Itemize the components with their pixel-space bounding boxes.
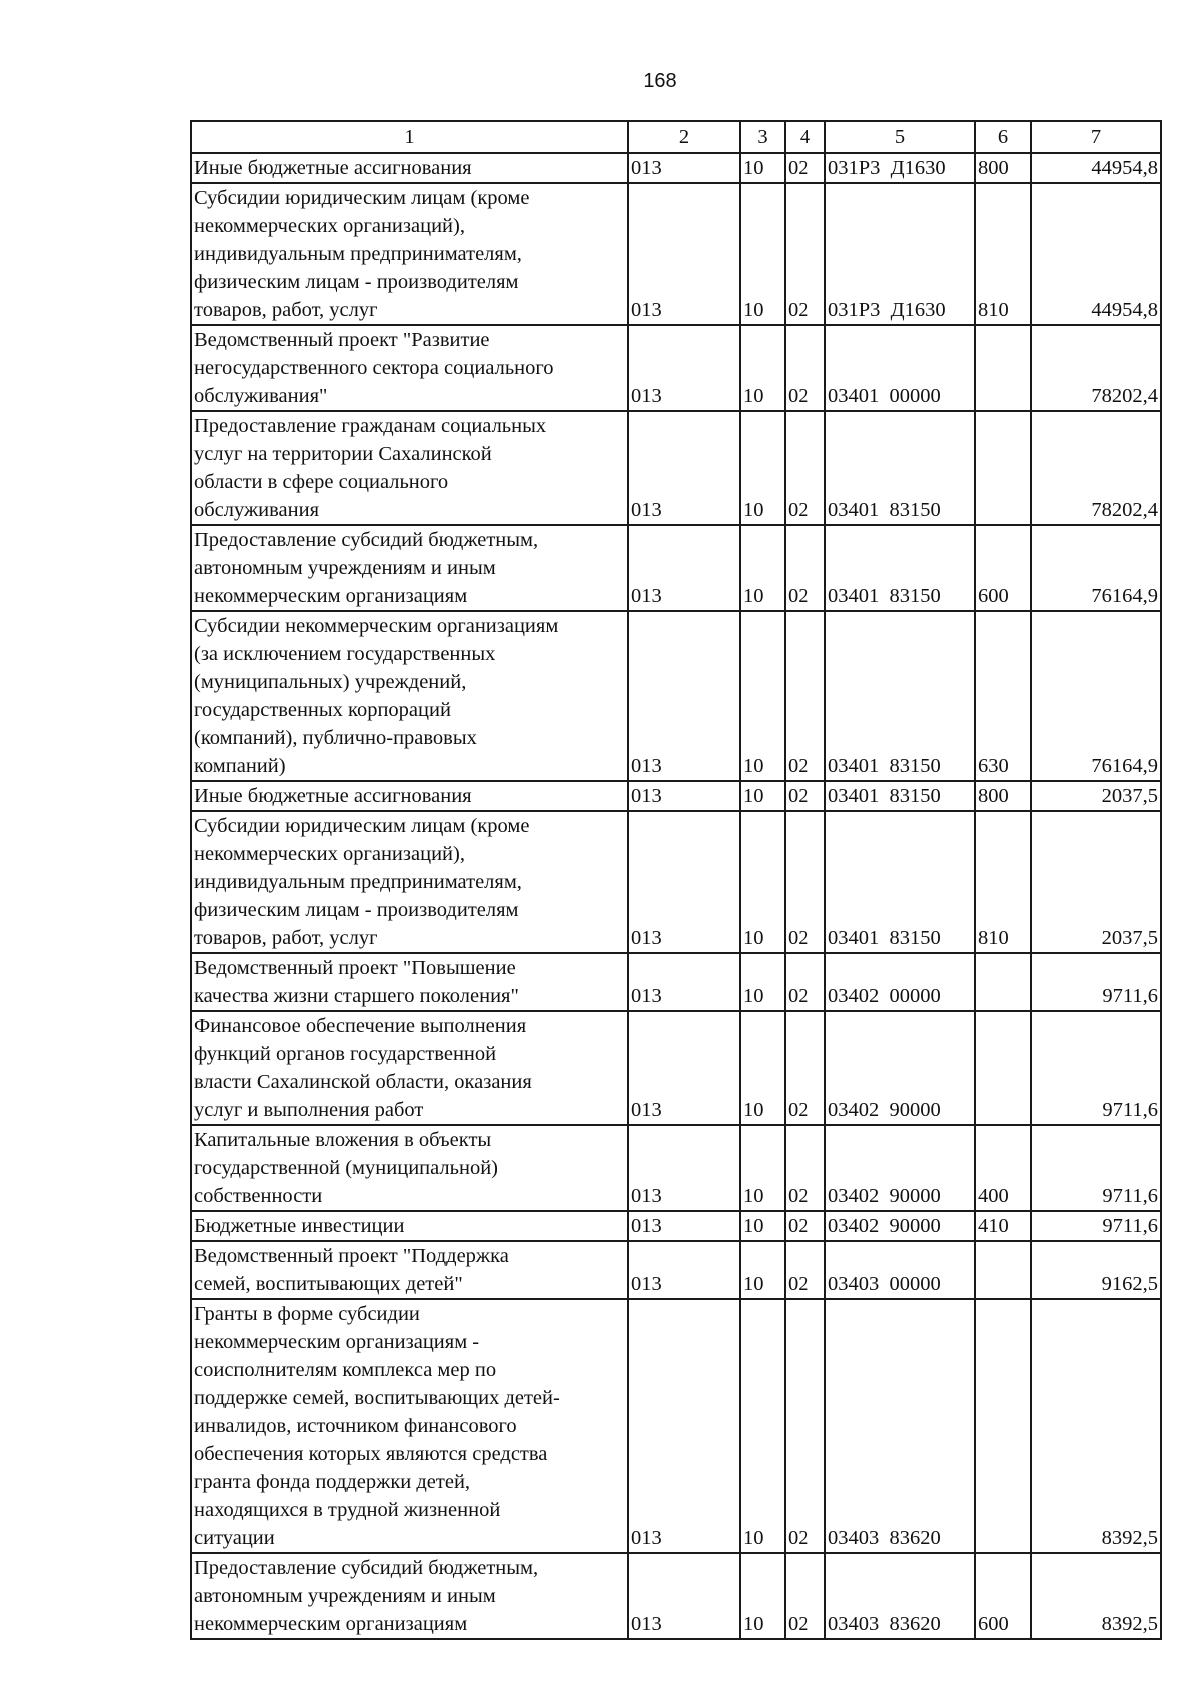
expense-type-cell bbox=[975, 1241, 1031, 1299]
target-article-cell: 03401 00000 bbox=[825, 325, 975, 411]
table-row bbox=[191, 183, 1161, 325]
amount-cell: 8392,5 bbox=[1031, 1299, 1161, 1553]
amount-cell: 76164,9 bbox=[1031, 525, 1161, 611]
section-code-cell: 10 bbox=[740, 1011, 785, 1125]
section-code-cell: 10 bbox=[740, 411, 785, 525]
subsection-code-cell: 02 bbox=[785, 1211, 825, 1241]
subsection-code-cell: 02 bbox=[785, 611, 825, 781]
row-name-cell: Субсидии некоммерческим организациям (за исключением государственных (муниципальных) учреждений, государственных корпораций (компаний), публично-правовых компаний) bbox=[191, 611, 628, 781]
ministry-code-cell: 013 bbox=[628, 811, 740, 953]
subsection-code-cell: 02 bbox=[785, 1011, 825, 1125]
target-article-cell: 03403 83620 bbox=[825, 1299, 975, 1553]
ministry-code-cell: 013 bbox=[628, 1299, 740, 1553]
expense-type-cell: 400 bbox=[975, 1125, 1031, 1211]
amount-cell: 2037,5 bbox=[1031, 811, 1161, 953]
expense-type-cell bbox=[975, 953, 1031, 1011]
table-row bbox=[191, 781, 1161, 811]
subsection-code-cell: 02 bbox=[785, 325, 825, 411]
section-code-cell: 10 bbox=[740, 1125, 785, 1211]
subsection-code-cell: 02 bbox=[785, 1553, 825, 1639]
target-article-cell: 03402 90000 bbox=[825, 1211, 975, 1241]
amount-cell: 78202,4 bbox=[1031, 325, 1161, 411]
expense-type-cell: 810 bbox=[975, 183, 1031, 325]
table-row bbox=[191, 325, 1161, 411]
row-name-cell: Ведомственный проект "Повышение качества жизни старшего поколения" bbox=[191, 953, 628, 1011]
section-code-cell: 10 bbox=[740, 811, 785, 953]
expense-type-cell bbox=[975, 1011, 1031, 1125]
table-row bbox=[191, 411, 1161, 525]
column-header: 2 bbox=[628, 121, 740, 153]
section-code-cell: 10 bbox=[740, 183, 785, 325]
table-row bbox=[191, 611, 1161, 781]
ministry-code-cell: 013 bbox=[628, 953, 740, 1011]
table-row bbox=[191, 1211, 1161, 1241]
target-article-cell: 03401 83150 bbox=[825, 611, 975, 781]
ministry-code-cell: 013 bbox=[628, 1125, 740, 1211]
column-header: 3 bbox=[740, 121, 785, 153]
amount-cell: 76164,9 bbox=[1031, 611, 1161, 781]
row-name-cell: Субсидии юридическим лицам (кроме некоммерческих организаций), индивидуальным предпринимателям, физическим лицам - производителям товаров, работ, услуг bbox=[191, 183, 628, 325]
amount-cell: 9711,6 bbox=[1031, 1011, 1161, 1125]
section-code-cell: 10 bbox=[740, 525, 785, 611]
row-name-cell: Предоставление субсидий бюджетным, автономным учреждениям и иным некоммерческим организациям bbox=[191, 1553, 628, 1639]
row-name-cell: Иные бюджетные ассигнования bbox=[191, 153, 628, 183]
subsection-code-cell: 02 bbox=[785, 411, 825, 525]
section-code-cell: 10 bbox=[740, 325, 785, 411]
subsection-code-cell: 02 bbox=[785, 1299, 825, 1553]
expense-type-cell bbox=[975, 411, 1031, 525]
ministry-code-cell: 013 bbox=[628, 153, 740, 183]
target-article-cell: 03403 83620 bbox=[825, 1553, 975, 1639]
row-name-cell: Финансовое обеспечение выполнения функций органов государственной власти Сахалинской области, оказания услуг и выполнения работ bbox=[191, 1011, 628, 1125]
expense-type-cell: 410 bbox=[975, 1211, 1031, 1241]
target-article-cell: 03403 00000 bbox=[825, 1241, 975, 1299]
amount-cell: 2037,5 bbox=[1031, 781, 1161, 811]
column-header: 6 bbox=[975, 121, 1031, 153]
subsection-code-cell: 02 bbox=[785, 525, 825, 611]
section-code-cell: 10 bbox=[740, 611, 785, 781]
row-name-cell: Предоставление гражданам социальных услуг на территории Сахалинской области в сфере социального обслуживания bbox=[191, 411, 628, 525]
budget-table bbox=[190, 120, 1162, 1640]
target-article-cell: 03402 90000 bbox=[825, 1011, 975, 1125]
subsection-code-cell: 02 bbox=[785, 811, 825, 953]
ministry-code-cell: 013 bbox=[628, 1553, 740, 1639]
expense-type-cell: 810 bbox=[975, 811, 1031, 953]
ministry-code-cell: 013 bbox=[628, 611, 740, 781]
expense-type-cell: 630 bbox=[975, 611, 1031, 781]
expense-type-cell: 600 bbox=[975, 1553, 1031, 1639]
subsection-code-cell: 02 bbox=[785, 1241, 825, 1299]
section-code-cell: 10 bbox=[740, 1553, 785, 1639]
expense-type-cell: 800 bbox=[975, 153, 1031, 183]
section-code-cell: 10 bbox=[740, 1211, 785, 1241]
target-article-cell: 03401 83150 bbox=[825, 411, 975, 525]
table-row bbox=[191, 1299, 1161, 1553]
row-name-cell: Субсидии юридическим лицам (кроме некоммерческих организаций), индивидуальным предпринимателям, физическим лицам - производителям товаров, работ, услуг bbox=[191, 811, 628, 953]
ministry-code-cell: 013 bbox=[628, 1211, 740, 1241]
section-code-cell: 10 bbox=[740, 781, 785, 811]
target-article-cell: 03401 83150 bbox=[825, 781, 975, 811]
target-article-cell: 03402 90000 bbox=[825, 1125, 975, 1211]
table-row bbox=[191, 1241, 1161, 1299]
target-article-cell: 031Р3 Д1630 bbox=[825, 153, 975, 183]
amount-cell: 9711,6 bbox=[1031, 953, 1161, 1011]
page-number: 168 bbox=[643, 70, 677, 92]
ministry-code-cell: 013 bbox=[628, 325, 740, 411]
expense-type-cell: 800 bbox=[975, 781, 1031, 811]
row-name-cell: Ведомственный проект "Поддержка семей, воспитывающих детей" bbox=[191, 1241, 628, 1299]
section-code-cell: 10 bbox=[740, 953, 785, 1011]
table-row bbox=[191, 1125, 1161, 1211]
expense-type-cell bbox=[975, 1299, 1031, 1553]
row-name-cell: Иные бюджетные ассигнования bbox=[191, 781, 628, 811]
section-code-cell: 10 bbox=[740, 1299, 785, 1553]
table-row bbox=[191, 153, 1161, 183]
column-header: 7 bbox=[1031, 121, 1161, 153]
target-article-cell: 03402 00000 bbox=[825, 953, 975, 1011]
column-header: 4 bbox=[785, 121, 825, 153]
column-header: 1 bbox=[191, 121, 628, 153]
subsection-code-cell: 02 bbox=[785, 1125, 825, 1211]
row-name-cell: Бюджетные инвестиции bbox=[191, 1211, 628, 1241]
amount-cell: 44954,8 bbox=[1031, 183, 1161, 325]
target-article-cell: 03401 83150 bbox=[825, 811, 975, 953]
subsection-code-cell: 02 bbox=[785, 183, 825, 325]
table-row bbox=[191, 953, 1161, 1011]
table-row bbox=[191, 525, 1161, 611]
row-name-cell: Ведомственный проект "Развитие негосударственного сектора социального обслуживания" bbox=[191, 325, 628, 411]
row-name-cell: Гранты в форме субсидии некоммерческим организациям - соисполнителям комплекса мер по поддержке семей, воспитывающих детей- инвалидов, источником финансового обеспечения которых являются средства гранта фонда поддержки детей, находящихся в трудной жизненной ситуации bbox=[191, 1299, 628, 1553]
target-article-cell: 031Р3 Д1630 bbox=[825, 183, 975, 325]
ministry-code-cell: 013 bbox=[628, 183, 740, 325]
amount-cell: 44954,8 bbox=[1031, 153, 1161, 183]
subsection-code-cell: 02 bbox=[785, 153, 825, 183]
target-article-cell: 03401 83150 bbox=[825, 525, 975, 611]
section-code-cell: 10 bbox=[740, 153, 785, 183]
table-row bbox=[191, 1011, 1161, 1125]
expense-type-cell bbox=[975, 325, 1031, 411]
ministry-code-cell: 013 bbox=[628, 1241, 740, 1299]
column-header: 5 bbox=[825, 121, 975, 153]
amount-cell: 9162,5 bbox=[1031, 1241, 1161, 1299]
expense-type-cell: 600 bbox=[975, 525, 1031, 611]
table-row bbox=[191, 1553, 1161, 1639]
ministry-code-cell: 013 bbox=[628, 411, 740, 525]
table-row bbox=[191, 811, 1161, 953]
amount-cell: 9711,6 bbox=[1031, 1125, 1161, 1211]
subsection-code-cell: 02 bbox=[785, 781, 825, 811]
header-row bbox=[191, 121, 1161, 153]
row-name-cell: Предоставление субсидий бюджетным, автономным учреждениям и иным некоммерческим организациям bbox=[191, 525, 628, 611]
amount-cell: 9711,6 bbox=[1031, 1211, 1161, 1241]
amount-cell: 78202,4 bbox=[1031, 411, 1161, 525]
section-code-cell: 10 bbox=[740, 1241, 785, 1299]
row-name-cell: Капитальные вложения в объекты государственной (муниципальной) собственности bbox=[191, 1125, 628, 1211]
ministry-code-cell: 013 bbox=[628, 1011, 740, 1125]
ministry-code-cell: 013 bbox=[628, 781, 740, 811]
amount-cell: 8392,5 bbox=[1031, 1553, 1161, 1639]
subsection-code-cell: 02 bbox=[785, 953, 825, 1011]
ministry-code-cell: 013 bbox=[628, 525, 740, 611]
